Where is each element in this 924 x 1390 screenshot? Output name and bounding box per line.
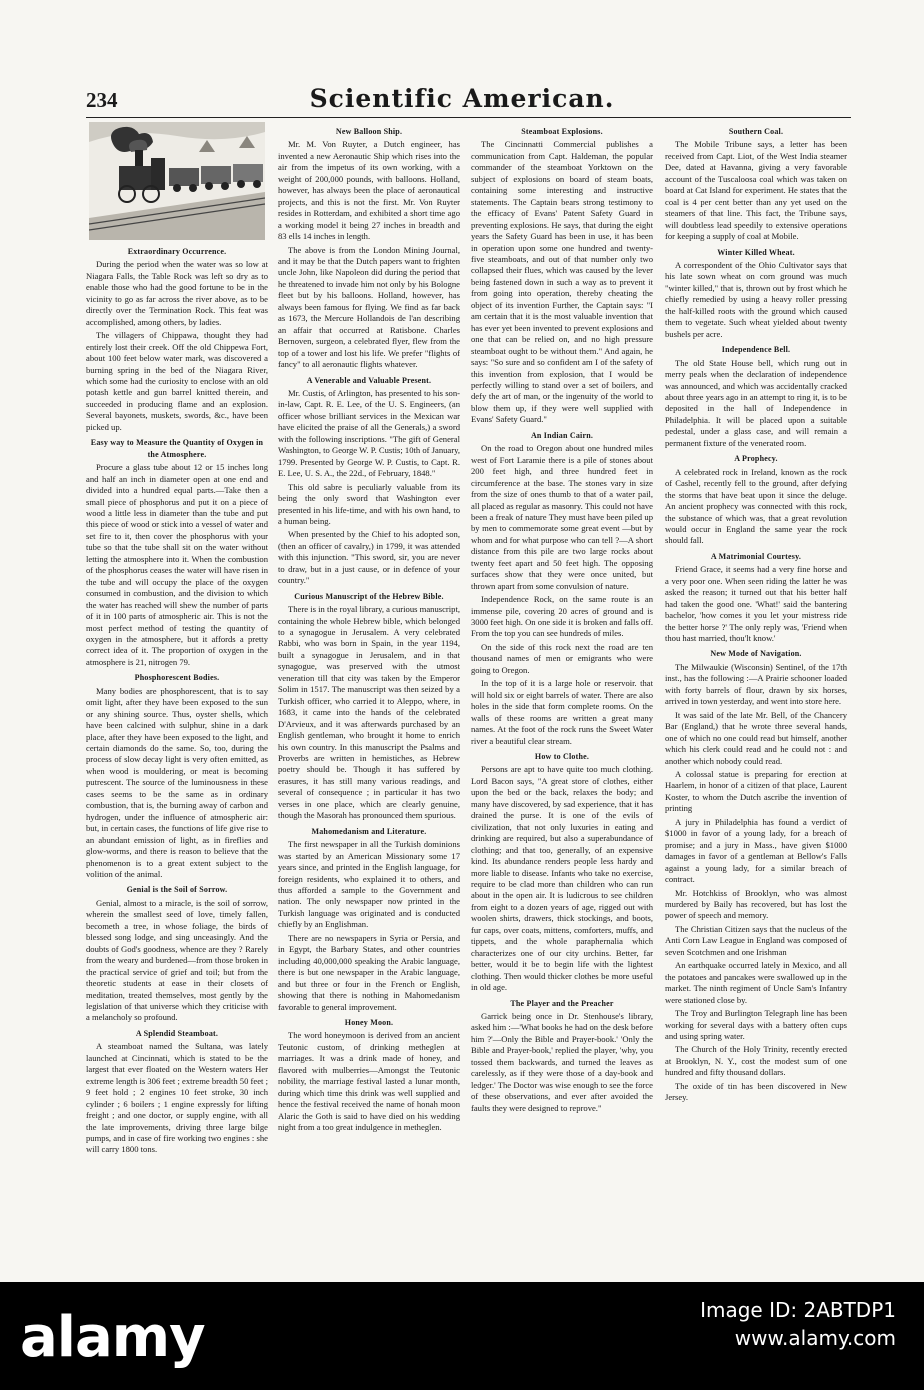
image-id: Image ID: 2ABTDP1 [700,1298,896,1322]
article-paragraph: A correspondent of the Ohio Cultivator says that his late sown wheat on corn ground was much "winter killed," that is, thrown out by frost which he chiefly remedied by using a heavy roller pressing the half-killed roots with the ground which caused them to vegetate. Such wheat yielded about twenty bushels per acre. [665,259,847,339]
article-paragraph: Mr. Custis, of Arlington, has presented to his son-in-law, Capt. R. E. Lee, of the U. S. Engineers, (an officer whose brilliant services in the Mexican war have elicited the praise of all the Generals,) a sword with the following inscriptions. "The gift of General Washington, to George W. P. Custis; 10th of January, 1799. Presented by George W. P. Custis, to Capt. R. E. Lee, U. S. A., the 22d., of February, 1848." [278,387,460,479]
article-heading: Easy way to Measure the Quantity of Oxygen in the Atmosphere. [90,438,264,459]
article-heading: Genial is the Soil of Sorrow. [126,885,228,895]
article-heading: New Mode of Navigation. [710,649,802,659]
article-paragraph: The old State House bell, which rung out in merry peals when the declaration of independence was announced, and which was accidentally cracked about three years ago in an attempt to ring it, is to be deposited in the hall of Independence in Philadelphia. It will be placed upon a suitable pedestal, under a glass case, and will remain a permanent fixture of the venerated room. [665,357,847,448]
article-paragraph: The Milwaukie (Wisconsin) Sentinel, of the 17th inst., has the following :—A Prairie schooner loaded with forty barrels of flour, drawn by six horses, arrived in town yesterday, and went into store here. [665,661,847,707]
article-paragraph: During the period when the water was so low at Niagara Falls, the Table Rock was left so dry as to enable those who had the good fortune to be in the vicinity to go as far across the river above, as to be directly over the Termination Rock. This feat was accomplished, among others, by ladies. [86,259,268,327]
article-paragraph: The Cincinnatti Commercial publishes a communication from Capt. Haldeman, the popular commander of the steamboat Yorktown on the subject of explosions on board of steam boats, containing some interesting and instructive statements. The Captain bears strong testimony to the efficacy of Evans' Patent Safety Guard in preventing explosions. He says, that during the eight years the Safety Guard has been in use, it has been in operation upon some one hundred and twenty-five steamboats, and out of that number only two collapsed their flues, which was caused by the lever being fastened down in such a way as to prevent it from going into operation, thereby cheating the object of its invention Further, the Captain says: "I am certain that it is the most valuable invention that has ever yet been invented to prevent explosions and one that can be relied on, and no high pressure steamboat ought to be without them." And again, he says: "So sure and so confident am I of the safety of this invention from explosion, that I would be perfectly willing to stand over a set of boilers, and defy the art of man, or the ingenuity of the world to blow them up, if they were well supplied with Evans' Safety Guard." [471,139,653,425]
article-paragraph: Garrick being once in Dr. Stenhouse's library, asked him :—'What books he had on the desk before him ?'—Only the Bible and Prayer-book.' 'Only the Bible and Prayer-book,' replied the player, 'why, you tossed them backwards, and turned the leaves as carelessly, as if they were those of a day-book and ledger.' The Doctor was wise enough to see the force of these observations, and ever after avoided the faults they were designed to reprove." [471,1010,653,1113]
article-paragraph: Many bodies are phosphorescent, that is to say omit light, after they have been exposed to the sun or any shining source. Thus, oyster shells, which have been calcined with sulphur, shine in a dark place, after they have been exposed to the light, and certain diamonds do the same. So, too, during the process of slow decay light is very often emitted, as when wood is mouldering, or meat is becoming putrescent. The source of the luminousness in these cases seems to be the same as in ordinary combustion, that is, the burning away of carbon and hydrogen, under the influence of atmospheric air: but, in certain cases, the functions of life give rise to an abundant emission of light, as in fireflies and glow-worms, and there is reason to believe that the phenomenon is to a great extent subject to the volition of the animal. [86,685,268,880]
article-heading: Extraordinary Occurrence. [127,247,227,256]
article-paragraph: Persons are apt to have quite too much clothing. Lord Bacon says, "A great store of clothes, either upon the bed or the back, relaxes the body; and many have discovered, by sad experience, that it has drained the purse. It is one of the evils of civilization, that not only luxuries in eating and drinking are required, but also a superabundance of clothing; and that too, generally, of an expensive kind. Its abundance renders people less hardy and more liable to disease. Infants who take no exercise, require to be clad more than children who can run about in the open air. It is ludicrous to see children from eight to a dozen years of age, rigged out with woolen shirts, drawers, thick stockings, and boots, fur caps, over coats, mittens, comforters, muffs, and tippets, and the whole paraphernalia which characterizes one of our city urchins. Better, far better, would it be to begin life with the lightest clothing. Then would thicker clothes be more useful in old age. [471,764,653,993]
column-3 [471,122,653,1277]
article-paragraph: On the side of this rock next the road are ten thousand names of men or emigrants who were going to Oregon. [471,641,653,675]
article-paragraph: When presented by the Chief to his adopted son, (then an officer of cavalry,) in 1799, it was attended with this injunction. "This sword, sir, you are never to draw, but in a just cause, or in defence of your country." [278,529,460,586]
article-paragraph: A celebrated rock in Ireland, known as the rock of Cashel, recently fell to the ground, after defying the storms that have beat upon it since the deluge. An ancient prophecy was connected with this rock, the substance of which was, that a great revolution would occur in England the same year the rock should fall. [665,466,847,546]
article-heading: New Balloon Ship. [335,127,403,136]
article-heading: How to Clothe. [534,752,590,762]
article-heading: Mahomedanism and Literature. [311,826,427,836]
article-paragraph: Genial, almost to a miracle, is the soil of sorrow, wherein the smallest seed of love, timely fallen, becometh a tree, in whose foliage, the birds of blessed song lodge, and sing unceasingly. And the doubts of God's goodness, whence are they ? Rarely from the weary and burdened—from those broken in the practical service of grief and toil; but from the theoretic students at ease in their closets of meditation, treated themselves, most gently by the legislation of that universe which they criticise with a melancholy so profound. [86,897,268,1023]
article-paragraph: A jury in Philadelphia has found a verdict of $1000 in favor of a young lady, for a breach of promise; and a jury in Mass., have given $1000 damages in favor of a gentleman at Bellow's Falls against a young lady, for a similar breach of contract. [665,816,847,885]
article-paragraph: The Church of the Holy Trinity, recently erected at Brooklyn, N. Y., cost the modest sum of one hundred and fifty thousand dollars. [665,1044,847,1078]
header-rule [86,117,851,118]
article-paragraph: In the top of it is a large hole or reservoir. that will hold six or eight barrels of water. There are also holes in the side that form complete rooms. On the walls of these rooms are written a great many names. At the foot of the rock runs the Sweet Water river a beautiful clear stream. [471,678,653,746]
article-paragraph: The villagers of Chippawa, thought they had entirely lost their creek. Off the old Chippewa Fort, about 100 feet below water mark, was discovered a burning spring in the bed of the Niagara River, which some had the curiosity to enclose with an old potash kettle and gun barrel knitted therein, and succeeded in producing flame and an explosion. Several bayonets, muskets, swords, &c., have been picked up. [86,330,268,432]
article-paragraph: Mr. M. Von Ruyter, a Dutch engineer, has invented a new Aeronautic Ship which rises into the air from the impetus of its own working, with a weight of 200,000 pounds, with balloons. Holland, however, has always been the place of aeronautical projects, and this is not the first. Mr. Von Ruyter resides in Rotterdam, and exhibited a short time ago a working model it being 27 inches in breadth and 83 ells 14 inches in length. [278,139,460,242]
article-heading: Curious Manuscript of the Hebrew Bible. [294,591,444,601]
page-number: 234 [86,88,118,112]
article-heading: A Splendid Steamboat. [135,1028,219,1038]
article-heading: Steamboat Explosions. [521,127,603,136]
article-paragraph: Mr. Hotchkiss of Brooklyn, who was almost murdered by Baily has recovered, but has lost the power of speech and memory. [665,887,847,921]
article-paragraph: On the road to Oregon about one hundred miles west of Fort Laramie there is a pile of stones about 200 feet high, and three hundred feet in circumference at the base. The stones vary in size from the size of ones thumb to that of a water pail, all placed as regular as masonry. This could not have been a freak of nature They must have been piled up by men to commemorate some great event —but by whom and for what purpose who can tell ?—A short distance from this pile are two large rocks about twenty feet apart and 50 feet high. The opposing surfaces show that they were once united, but thrown apart from some convulsion of nature. [471,443,653,591]
article-paragraph: This old sabre is peculiarly valuable from its being the only sword that Washington ever presented in his life-time, and with his own hand, to a human being. [278,481,460,526]
article-paragraph: Procure a glass tube about 12 or 15 inches long and half an inch in diameter open at one end and divided into a hundred equal parts.—Take then a small piece of phosphorus and put it on a piece of wood a little less in diameter than the tube and put this piece of wood or stick into a vessel of water and set fire to it, then cover the phosphorus with your tube so that the tube shall sit on the water without letting the atmosphere into it. When the combustion of the phosphorus ceases the water will have risen in the tube and will occupy the place of the oxygen consumed in combustion, and the division to which the water has reached will shew the number of parts of it in 100 parts of atmospheric air. This is not the most perfect method of testing the quantity of oxygen in the atmosphere, but it affords a pretty correct idea of it. The proportion of oxygen in the atmosphere is 21, nitrogen 79. [86,462,268,667]
article-paragraph: Friend Grace, it seems had a very fine horse and a very poor one. When seen riding the latter he was asked the reason; it turned out that his better half had taken the good one. 'What!' said the bantering bachelor, 'how comes it you let your mistress ride the better horse ?' The only reply was, 'Friend when thou hast married, thou'lt know.' [665,564,847,644]
article-paragraph: The oxide of tin has been discovered in New Jersey. [665,1080,847,1103]
article-heading: An Indian Cairn. [530,430,594,440]
article-paragraph: There is in the royal library, a curious manuscript, containing the whole Hebrew bible, which belonged to a synagogue in Jerusalem. A very celebrated Rabbi, who was born in Spain, in the year 1194, built a synagogue in Jerusalem, and in that synagogue, was preserved with the utmost veneration till that city was taken by the Emperor Solim in 1517. The manuscript was then seized by a Turkish officer, who carried it to Aleppo, where, in 1683, it came into the hands of the celebrated D'Arvieux, and it was afterwards purchased by an English gentleman, who brought it home to enrich his own country. In this manuscript the Psalms and Proverbs are written in hemistiches, as Hebrew poetry should be. Though it has suffered by erasures, it has still many various readings, and several of consequence ; in particular it has two verses in one place, which are clearly genuine, though the Masorah has pronounced them spurious. [278,604,460,821]
article-paragraph: The Christian Citizen says that the nucleus of the Anti Corn Law League in England was composed of seven Scotchmen and one Irishman [665,923,847,957]
column-4 [665,122,847,1277]
column-2 [278,122,460,1277]
stock-image-info [700,1296,896,1352]
article-paragraph: The above is from the London Mining Journal, and it may be that the Dutch papers want to frighten uncle John, like Napoleon did during the period that he threatened to invade him not only by his Bologne fleet but by his balloons. Holland, however, has always been famous for flying. We find as far back as 1673, the Mercure Hollandois de l'an describing an affair that occurred at Ratisbone. Charles Bernoven, surgeon, a celebrated flyer, flew from the top of a tower and lost his life. We prefer "flights of fancy" to all aeronautic flights whatever. [278,244,460,370]
article-paragraph: A steamboat named the Sultana, was lately launched at Cincinnati, which is stated to be the largest that ever floated on the Western waters Her extreme length is 306 feet ; extreme breadth 50 feet ; 9 feet hold ; 2 engines 10 feet stroke, 30 inch cylinder ; 6 boilers ; 1 engine expressly for lifting freight ; and one doctor, or supply engine, with all the late improvements, driving three large bilge pumps, and in case of fire working two engines : she will carry 1800 tons. [86,1041,268,1155]
article-heading: Honey Moon. [344,1017,394,1027]
article-paragraph: The word honeymoon is derived from an ancient Teutonic custom, of drinking metheglen at marriages. It was a drink made of honey, and flavored with mulberries—Amongst the Teutonic nobility, the marriage festival lasted a lunar month, during which time this drink was well supplied and hence the festival received the name of honah moon Alaric the Goth is said to have died on his wedding night from a too great indulgence in metheglen. [278,1030,460,1133]
column-1 [86,122,268,1277]
article-heading: The Player and the Preacher [510,998,614,1008]
alamy-logo: alamy [20,1305,205,1370]
article-paragraph: There are no newspapers in Syria or Persia, and in Egypt, the Barbary States, and other countries including 40,000,000 speaking the Arabic language, there is but one newspaper in the Arabic language, and but three or four in the French or English, showing that there is nothing in Mahomedanism favorable to general improvement. [278,932,460,1012]
article-heading: Winter Killed Wheat. [717,247,795,257]
article-heading: Independence Bell. [721,345,791,355]
article-paragraph: An earthquake occurred lately in Mexico, and all the potatoes and pancakes were swallowed up in the market. The ninth regiment of Uncle Sam's Infantry were stationed close by. [665,960,847,1005]
article-paragraph: The Troy and Burlington Telegraph line has been working for several days with a battery often cups and using spring water. [665,1008,847,1041]
article-paragraph: The Mobile Tribune says, a letter has been received from Capt. Liot, of the West India steamer Dee, dated at Havanna, giving a very favorable account of the Tuscaloosa coal which was taken on board at Cat Island for experiment. He states that the coal is 4 per cent better than any yet used on the steamers of that line. This fact, the Tribune says, will doubtless lead speedily to extensive operations for keeping a supply of coal at Mobile. [665,139,847,242]
article-paragraph: Independence Rock, on the same route is an immense pile, covering 20 acres of ground and is 3000 feet high. On one side it is broken and falls off. From the top you can see hundreds of miles. [471,594,653,639]
article-paragraph: It was said of the late Mr. Bell, of the Chancery Bar (England,) that he wrote three several hands, one of which no one could read but himself, another which his clerk could read and he could not : and another which nobody could read. [665,709,847,766]
article-paragraph: The first newspaper in all the Turkish dominions was started by an American Missionary some 17 years since, and printed in the English language, for foreign residents, who explained it to others, and thus afforded a sample to the Government and nation. The only newspaper now printed in the Turkish language was originated and is conducted chiefly by an Englishman. [278,839,460,930]
article-heading: A Venerable and Valuable Present. [306,375,432,385]
article-heading: A Prophecy. [734,454,778,464]
article-heading: A Matrimonial Courtesy. [710,551,802,561]
article-heading: Phosphorescent Bodies. [134,673,220,683]
article-paragraph: A colossal statue is preparing for erection at Haarlem, in honor of a citizen of that place, Laurent Koster, to whom the Dutch ascribe the invention of printing [665,769,847,814]
stock-url: www.alamy.com [734,1326,896,1350]
article-heading: Southern Coal. [728,127,784,136]
masthead: Scientific American. [309,84,615,113]
train-engraving-illustration [89,122,265,240]
